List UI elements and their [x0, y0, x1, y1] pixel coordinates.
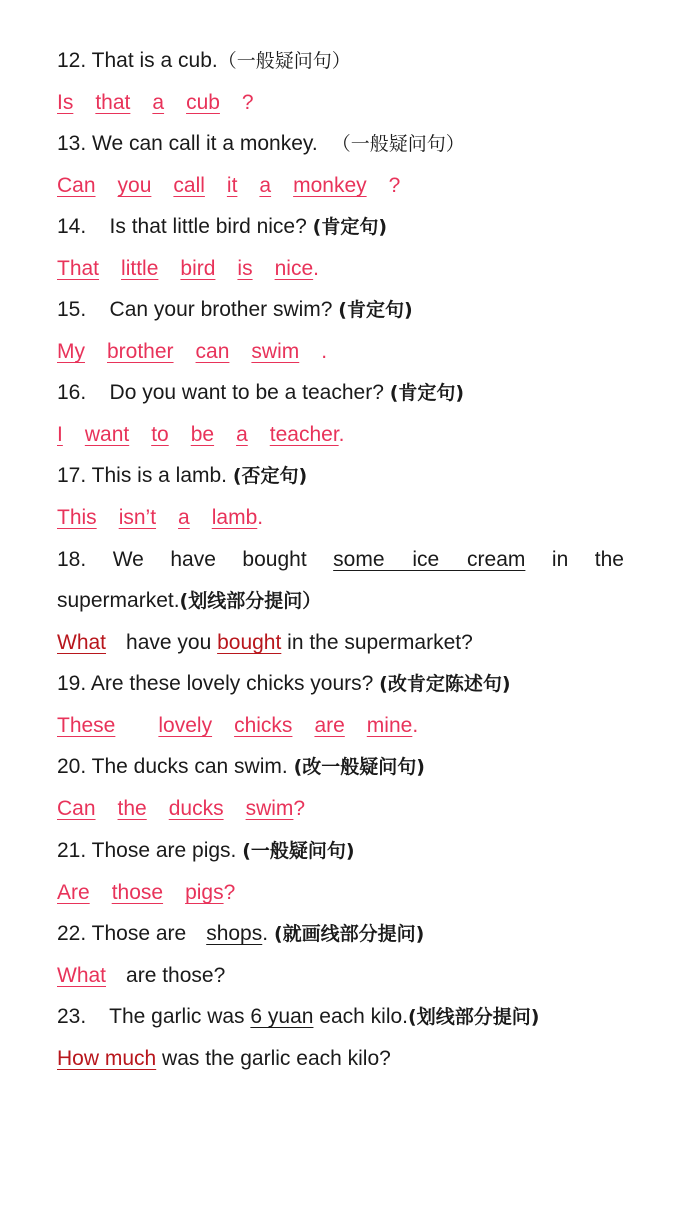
answer-word: I: [57, 423, 63, 446]
answer-punctuation: ?: [223, 881, 236, 904]
answer-word: that: [95, 91, 131, 114]
answer-word: is: [237, 257, 253, 280]
answer-word: it: [226, 174, 238, 197]
question-23: [57, 1002, 539, 1032]
answer-word: can: [195, 340, 230, 363]
answer-22: [57, 961, 225, 991]
answer-word: cub: [186, 91, 220, 114]
answer-17: [57, 503, 263, 533]
answer-word: nice: [274, 257, 314, 280]
question-instruction: (划线部分提问): [408, 1006, 540, 1028]
question-instruction: （一般疑问句）: [217, 50, 351, 72]
answer-word: teacher: [269, 423, 339, 446]
answer-word: call: [173, 174, 205, 197]
answer-question-word: How much: [57, 1047, 157, 1070]
question-instruction: (就画线部分提问): [273, 923, 425, 945]
answer-text: in the supermarket?: [287, 631, 473, 654]
answer-word: are: [314, 714, 345, 737]
question-text: 13. We can call it a monkey.: [57, 132, 318, 155]
question-18-line-2: [57, 586, 321, 616]
answer-word: those: [111, 881, 164, 904]
answer-word: pigs: [185, 881, 224, 904]
question-instruction: (肯定句): [312, 216, 388, 238]
answer-word: be: [190, 423, 215, 446]
question-text: 21. Those are pigs.: [57, 839, 237, 862]
question-17: [57, 461, 307, 491]
answer-punctuation: ?: [388, 174, 401, 197]
question-text: 23. The garlic was: [57, 1005, 245, 1028]
question-instruction: （一般疑问句）: [331, 133, 465, 155]
question-text: 12. That is a cub.: [57, 49, 218, 72]
answer-word: a: [236, 423, 248, 446]
underlined-phrase: some ice cream: [333, 548, 526, 571]
question-text: 15. Can your brother swim?: [57, 298, 333, 321]
answer-18: [57, 628, 473, 658]
question-text: supermarket.: [57, 589, 180, 612]
answer-20: [57, 794, 305, 824]
answer-23: [57, 1044, 391, 1074]
answer-word: brother: [107, 340, 174, 363]
answer-15: [57, 337, 327, 367]
question-text: 19. Are these lovely chicks yours?: [57, 672, 374, 695]
answer-punctuation: ?: [241, 91, 254, 114]
answer-word: Can: [57, 797, 96, 820]
question-word: 18.: [57, 548, 87, 571]
answer-word: mine: [366, 714, 413, 737]
question-text: 16. Do you want to be a teacher?: [57, 381, 384, 404]
answer-text: was the garlic each kilo?: [162, 1047, 391, 1070]
answer-word: the: [117, 797, 147, 820]
answer-word: These: [57, 714, 116, 737]
answer-word: little: [121, 257, 159, 280]
question-instruction: (否定句): [232, 465, 308, 487]
question-16: [57, 378, 464, 408]
answer-21: [57, 878, 235, 908]
answer-text: have you: [126, 631, 212, 654]
answer-word: monkey: [293, 174, 367, 197]
answer-key-word: bought: [217, 631, 282, 654]
answer-word: Can: [57, 174, 96, 197]
question-20: [57, 752, 425, 782]
answer-16: [57, 420, 345, 450]
question-word: have: [170, 548, 216, 571]
answer-punctuation: .: [321, 340, 328, 363]
answer-word: Is: [57, 91, 74, 114]
question-text: 17. This is a lamb.: [57, 464, 228, 487]
question-15: [57, 295, 413, 325]
question-word: in: [551, 548, 569, 571]
answer-word: lovely: [158, 714, 213, 737]
question-instruction: (一般疑问句): [242, 840, 355, 862]
answer-word: ducks: [168, 797, 224, 820]
answer-punctuation: .: [257, 506, 264, 529]
answer-punctuation: .: [412, 714, 419, 737]
question-instruction: (改肯定陈述句): [379, 673, 511, 695]
answer-text: are those?: [126, 964, 226, 987]
answer-word: you: [117, 174, 152, 197]
question-18-line-1: [57, 545, 624, 575]
question-text: each kilo.: [319, 1005, 409, 1028]
question-12: [57, 46, 351, 76]
underlined-phrase: shops: [206, 922, 263, 945]
answer-question-word: What: [57, 964, 107, 987]
question-instruction: (肯定句): [389, 382, 465, 404]
answer-word: swim: [245, 797, 294, 820]
underlined-phrase: 6 yuan: [250, 1005, 314, 1028]
answer-word: want: [84, 423, 130, 446]
question-instruction: (改一般疑问句): [293, 756, 425, 778]
answer-word: a: [152, 91, 165, 114]
answer-19: [57, 711, 418, 741]
answer-word: chicks: [234, 714, 293, 737]
answer-word: This: [57, 506, 97, 529]
question-text: 14. Is that little bird nice?: [57, 215, 307, 238]
question-instruction: (肯定句): [338, 299, 413, 321]
answer-question-word: What: [57, 631, 107, 654]
question-22: [57, 919, 424, 949]
answer-word: That: [57, 257, 100, 280]
answer-word: isn’t: [118, 506, 157, 529]
answer-punctuation: .: [313, 257, 319, 280]
answer-word: swim: [251, 340, 300, 363]
answer-punctuation: ?: [293, 797, 306, 820]
answer-word: Are: [57, 881, 90, 904]
question-text: 20. The ducks can swim.: [57, 755, 288, 778]
question-word: We: [112, 548, 144, 571]
answer-word: to: [151, 423, 169, 446]
question-text: 22. Those are: [57, 922, 187, 945]
answer-punctuation: .: [338, 423, 345, 446]
question-19: [57, 669, 511, 699]
answer-word: a: [259, 174, 272, 197]
question-instruction: (划线部分提问）: [179, 590, 322, 612]
answer-word: My: [57, 340, 85, 363]
answer-14: [57, 254, 319, 284]
answer-13: [57, 171, 400, 201]
question-14: [57, 212, 387, 242]
answer-12: [57, 88, 254, 118]
question-13: [57, 129, 465, 159]
answer-word: bird: [180, 257, 216, 280]
answer-word: a: [178, 506, 190, 529]
question-word: the: [594, 548, 624, 571]
question-word: bought: [242, 548, 307, 571]
question-21: [57, 836, 355, 866]
question-text: .: [262, 922, 269, 945]
answer-word: lamb: [211, 506, 258, 529]
